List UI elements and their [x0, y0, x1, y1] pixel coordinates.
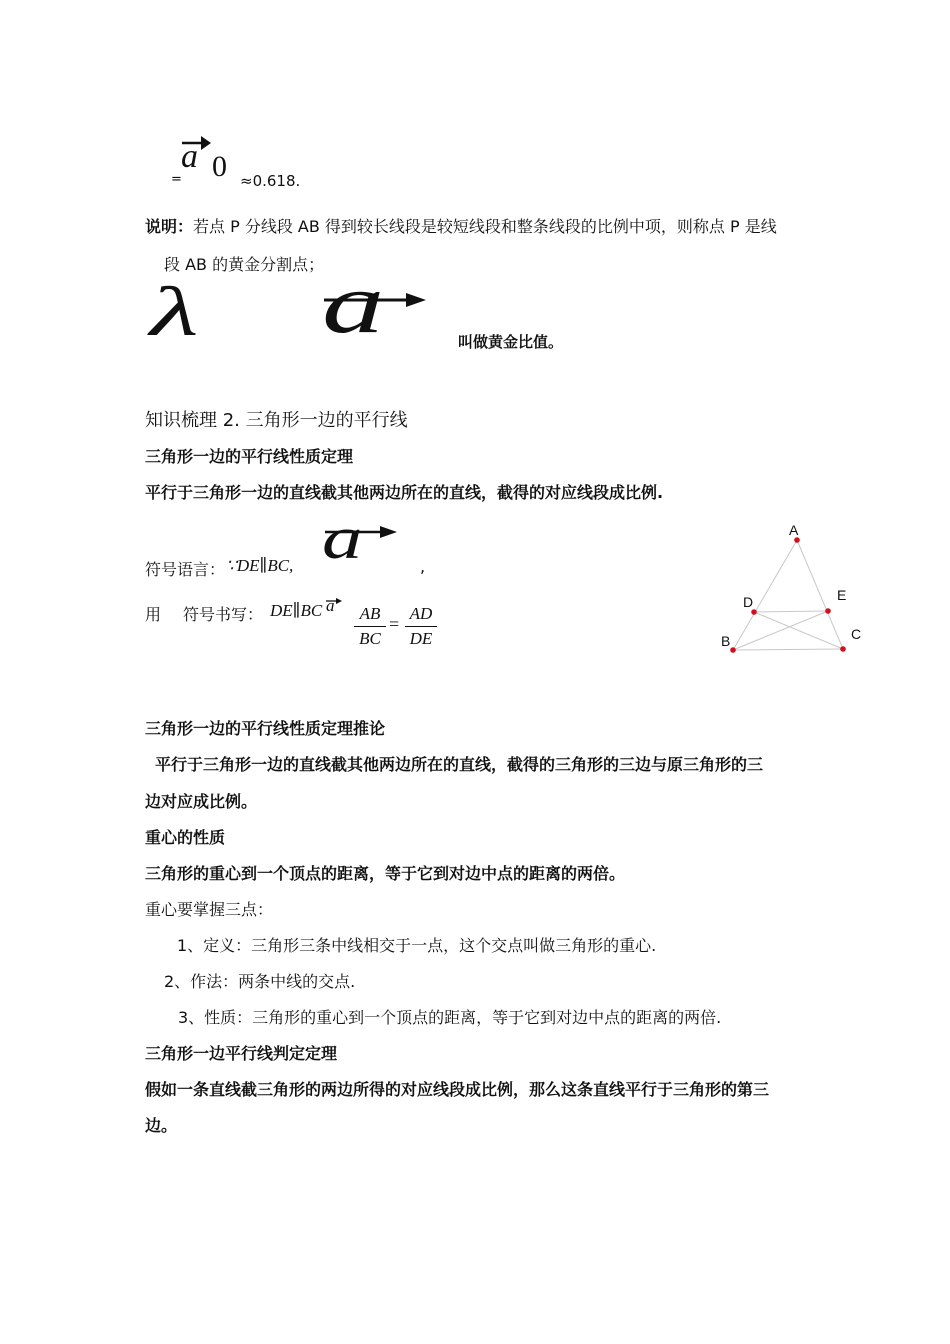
criterion-text-2: 边。 [145, 1116, 178, 1135]
note-line-1 [145, 214, 777, 237]
fraction-denominator: DE [409, 629, 433, 648]
write-expression: DE∥BC [270, 601, 323, 620]
corollary-text-2: 边对应成比例。 [145, 792, 258, 811]
point-b [730, 647, 736, 653]
point-a [794, 537, 800, 543]
centroid-title: 重心的性质 [145, 828, 226, 847]
point-d [751, 609, 757, 615]
segment-de [754, 611, 828, 612]
centroid-point-1: 1、定义：三角形三条中线相交于一点，这个交点叫做三角形的重心. [177, 936, 657, 955]
section-heading: 知识梳理 2. 三角形一边的平行线 [145, 410, 408, 431]
label-e: E [837, 587, 847, 603]
point-c [840, 646, 846, 652]
label-a: A [789, 522, 799, 538]
corollary-text-1: 平行于三角形一边的直线截其他两边所在的直线，截得的三角形的三边与原三角形的三 [155, 755, 764, 774]
lambda-symbol: λ [150, 274, 199, 351]
corollary-title: 三角形一边的平行线性质定理推论 [145, 719, 386, 738]
symbol-language-label: 符号语言： [145, 560, 226, 579]
golden-ratio-value: ≈0.618. [240, 172, 301, 190]
points-intro: 重心要掌握三点： [145, 900, 274, 919]
triangle-diagram [700, 510, 880, 670]
theorem-title: 三角形一边的平行线性质定理 [145, 447, 354, 466]
symbol-comma: , [420, 557, 426, 576]
golden-ratio-term: 叫做黄金比值。 [458, 333, 564, 351]
criterion-text-1: 假如一条直线截三角形的两边所得的对应线段成比例，那么这条直线平行于三角形的第三 [145, 1080, 770, 1099]
note-text-1: 若点 P 分线段 AB 得到较长线段是较短线段和整条线段的比例中项，则称点 P 是线 [193, 217, 777, 236]
vector-a-large: a [322, 255, 385, 351]
theorem-text: 平行于三角形一边的直线截其他两边所在的直线，截得的对应线段成比例. [145, 483, 664, 502]
centroid-text: 三角形的重心到一个顶点的距离，等于它到对边中点的距离的两倍。 [145, 864, 626, 883]
label-d: D [743, 594, 754, 610]
fraction-numerator: AB [359, 604, 381, 623]
vector-a-medium: a [322, 505, 363, 571]
fraction-ab-bc [354, 603, 386, 650]
equals-sign: = [171, 172, 182, 187]
symbol-expression: ∵DE∥BC, [226, 556, 294, 575]
centroid-point-3: 3、性质：三角形的重心到一个顶点的距离，等于它到对边中点的距离的两倍. [178, 1008, 722, 1027]
write-prefix: 用 [145, 605, 162, 624]
label-b: B [721, 633, 731, 649]
fraction-denominator: BC [359, 629, 381, 648]
note-text-2: 段 AB 的黄金分割点； [164, 255, 325, 274]
note-label: 说明： [145, 217, 194, 236]
segment-eb [733, 611, 828, 650]
centroid-point-2: 2、作法：两条中线的交点. [164, 972, 356, 991]
subscript-zero: 0 [212, 150, 227, 183]
criterion-title: 三角形一边平行线判定定理 [145, 1044, 338, 1063]
side-bc [733, 649, 843, 650]
vector-a-small: a [326, 596, 335, 615]
fraction-equals: = [389, 614, 400, 634]
point-e [825, 608, 831, 614]
fraction-numerator: AD [409, 604, 433, 623]
vector-a-symbol: a [181, 138, 198, 175]
label-c: C [851, 626, 862, 642]
fraction-ad-de [405, 603, 437, 650]
write-label: 符号书写： [183, 605, 264, 624]
